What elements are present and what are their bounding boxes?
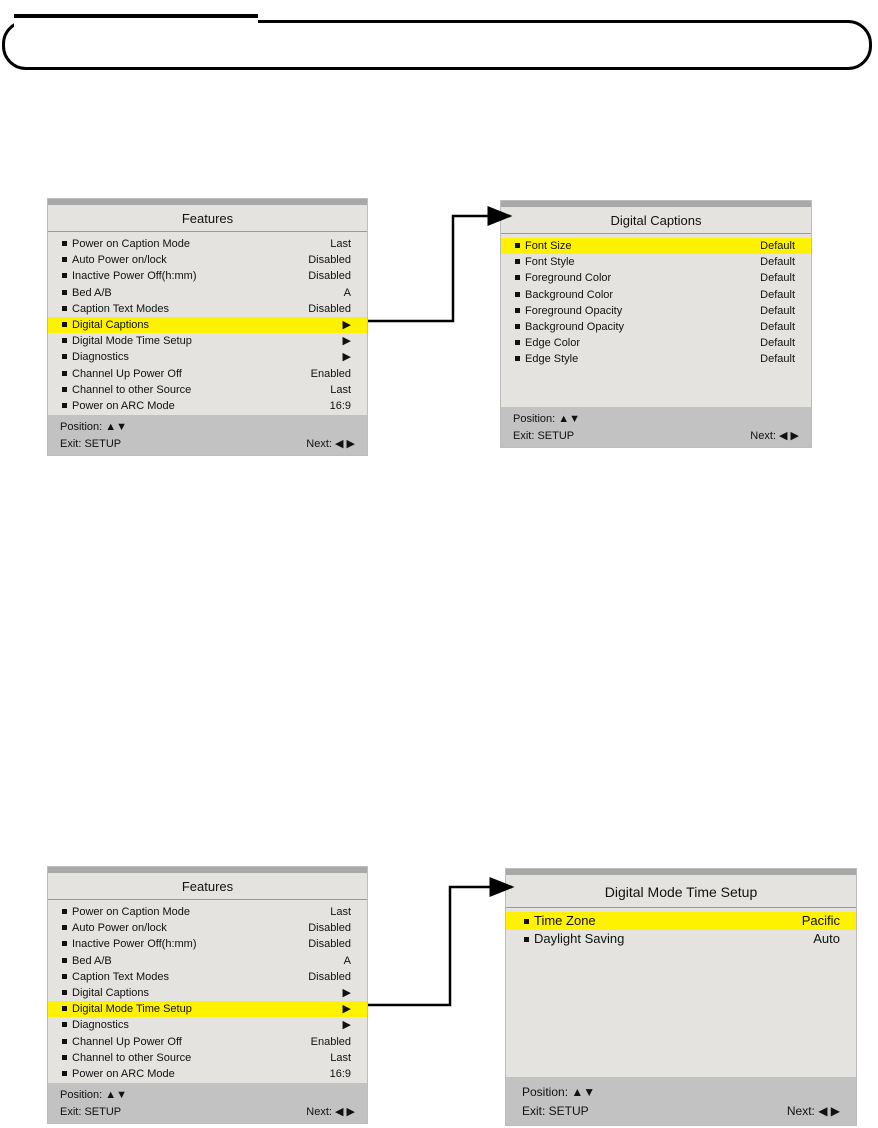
menu-item-value: ▶ xyxy=(342,335,351,348)
menu-item-label: Bed A/B xyxy=(62,285,112,301)
menu-item-label: Digital Captions xyxy=(62,985,149,1001)
menu-item-label: Power on ARC Mode xyxy=(62,398,175,414)
menu-item-value: Auto xyxy=(813,931,840,946)
menu-item-value: Disabled xyxy=(308,270,351,283)
menu-item-label: Caption Text Modes xyxy=(62,301,169,317)
menu-item-value: Disabled xyxy=(308,922,351,935)
menu-item-label: Edge Color xyxy=(515,335,580,351)
menu-title: Features xyxy=(48,205,367,232)
menu-item-value: Enabled xyxy=(310,367,351,380)
menu-item-label: Inactive Power Off(h:mm) xyxy=(62,936,197,952)
position-hint: Position: ▲▼ xyxy=(522,1085,596,1099)
next-hint: Next: ◀ ▶ xyxy=(306,1106,355,1118)
menu-item-value: ▶ xyxy=(342,986,351,999)
exit-hint: Exit: SETUP xyxy=(513,430,575,442)
menu-item-label: Digital Mode Time Setup xyxy=(62,1001,192,1017)
menu-item-label: Power on ARC Mode xyxy=(62,1066,175,1082)
menu-item-label: Background Opacity xyxy=(515,319,624,335)
menu-item-value: Last xyxy=(330,383,351,396)
exit-hint: Exit: SETUP xyxy=(60,438,122,450)
position-hint: Position: ▲▼ xyxy=(60,421,128,433)
menu-title: Features xyxy=(48,873,367,900)
menu-item-label: Digital Mode Time Setup xyxy=(62,333,192,349)
menu-item-label: Edge Style xyxy=(515,351,578,367)
next-hint: Next: ◀ ▶ xyxy=(786,1104,840,1118)
menu-item-value: Default xyxy=(760,320,795,333)
exit-hint: Exit: SETUP xyxy=(522,1104,589,1118)
exit-hint: Exit: SETUP xyxy=(60,1106,122,1118)
menu-item-label: Font Style xyxy=(515,254,575,270)
menu-item-label: Diagnostics xyxy=(62,349,129,365)
next-hint: Next: ◀ ▶ xyxy=(750,430,799,442)
menu-item-value: ▶ xyxy=(342,1019,351,1032)
menu-item-value: 16:9 xyxy=(329,399,351,412)
menu-item-label: Foreground Opacity xyxy=(515,303,622,319)
menu-item-value: Last xyxy=(330,1051,351,1064)
menu-item-label: Power on Caption Mode xyxy=(62,236,190,252)
menu-item-value: Default xyxy=(760,272,795,285)
menu-item-value: Default xyxy=(760,304,795,317)
menu-item-label: Diagnostics xyxy=(62,1017,129,1033)
menu-item-value: A xyxy=(343,286,351,299)
menu-item-label: Font Size xyxy=(515,238,571,254)
arrow-to-digital-captions xyxy=(368,216,510,321)
menu-item-label: Power on Caption Mode xyxy=(62,904,190,920)
menu-item-label: Channel Up Power Off xyxy=(62,366,182,382)
menu-item-label: Background Color xyxy=(515,287,613,303)
menu-item-value: Default xyxy=(760,353,795,366)
next-hint: Next: ◀ ▶ xyxy=(306,438,355,450)
menu-item-value: Last xyxy=(330,238,351,250)
menu-item-value: Default xyxy=(760,337,795,350)
menu-item-value: ▶ xyxy=(342,318,351,331)
menu-item-value: Last xyxy=(330,906,351,918)
menu-title: Digital Captions xyxy=(501,207,811,234)
menu-item-label: Digital Captions xyxy=(62,317,149,333)
menu-item-label: Channel to other Source xyxy=(62,382,191,398)
menu-item-value: Disabled xyxy=(308,302,351,315)
position-hint: Position: ▲▼ xyxy=(513,413,581,425)
menu-item-value: Default xyxy=(760,240,795,252)
menu-item-value: Disabled xyxy=(308,970,351,983)
menu-item-label: Auto Power on/lock xyxy=(62,920,167,936)
menu-item-value: Enabled xyxy=(310,1035,351,1048)
menu-item-value: Disabled xyxy=(308,254,351,267)
menu-item-value: A xyxy=(343,954,351,967)
menu-item-label: Daylight Saving xyxy=(524,930,624,948)
menu-item-label: Time Zone xyxy=(524,912,596,930)
menu-item-label: Bed A/B xyxy=(62,953,112,969)
menu-item-label: Caption Text Modes xyxy=(62,969,169,985)
menu-item-value: Disabled xyxy=(308,938,351,951)
menu-item-label: Foreground Color xyxy=(515,270,611,286)
menu-item-label: Inactive Power Off(h:mm) xyxy=(62,268,197,284)
menu-item-label: Channel to other Source xyxy=(62,1050,191,1066)
menu-item-value: Pacific xyxy=(801,913,840,928)
menu-title: Digital Mode Time Setup xyxy=(506,875,856,908)
menu-item-value: ▶ xyxy=(342,1003,351,1016)
menu-item-value: Default xyxy=(760,256,795,269)
menu-item-value: 16:9 xyxy=(329,1067,351,1080)
menu-item-value: Default xyxy=(760,288,795,301)
arrow-to-time-setup xyxy=(368,887,512,1005)
menu-item-label: Channel Up Power Off xyxy=(62,1034,182,1050)
position-hint: Position: ▲▼ xyxy=(60,1089,128,1101)
menu-item-label: Auto Power on/lock xyxy=(62,252,167,268)
menu-item-value: ▶ xyxy=(342,351,351,364)
